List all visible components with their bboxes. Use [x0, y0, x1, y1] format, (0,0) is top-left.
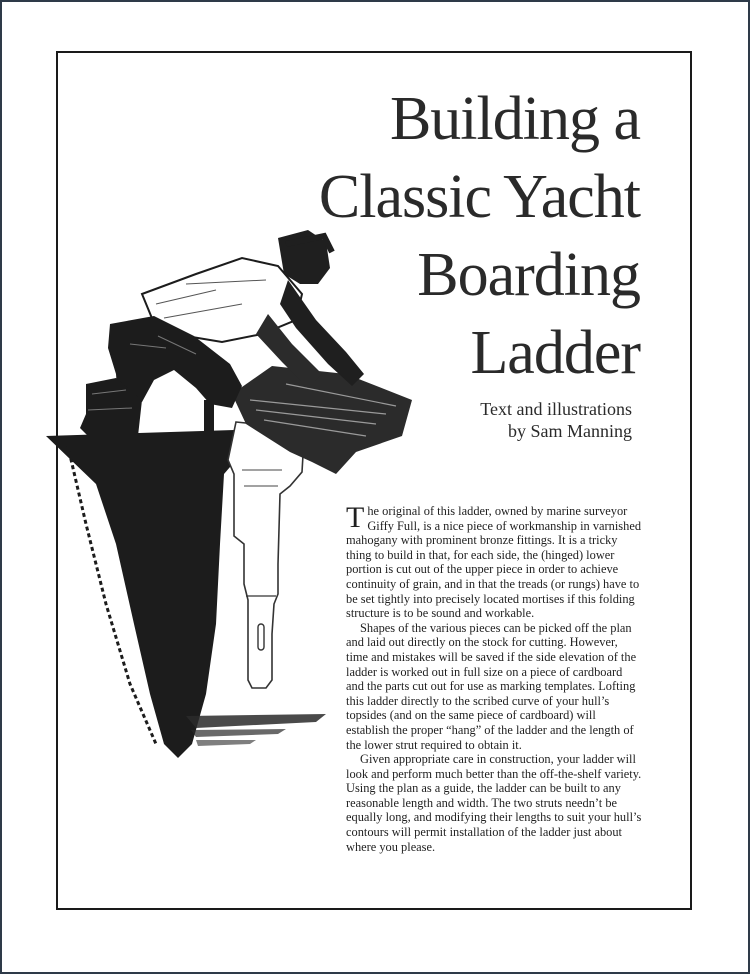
title-line-1: Building a	[389, 85, 640, 153]
byline-line-2: by Sam Manning	[508, 421, 632, 441]
paragraph-1-text: he original of this ladder, owned by marine surveyor Giffy Full, is a nice piece of workmanship in varnished mahogany with prominent bronze fittings. It is a tricky thing to build in that, for each side, the (hinged) lower portion is cut out of the upper piece in order to achieve continuity of grain, and in that the treads (or rungs) have to be set tightly into precisely located mortises if this folding structure is to be sound and workable.	[346, 504, 642, 621]
article-body	[346, 501, 642, 854]
title-line-2: Classic Yacht	[318, 163, 640, 231]
drop-cap: T	[346, 501, 365, 534]
title-line-4: Ladder	[470, 319, 640, 387]
paragraph-3: Given appropriate care in construction, your ladder will look and perform much better than the off-the-shelf variety. Using the plan as a guide, the ladder can be built to any reasonable length and width. The two struts needn’t be equally long, and modifying their lengths to suit your hull’s contours will permit installation of the ladder just about where you please.	[346, 752, 642, 854]
title-line-3: Boarding	[417, 241, 640, 309]
article-byline	[480, 398, 632, 442]
paragraph-2: Shapes of the various pieces can be picked off the plan and laid out directly on the stock for cutting. However, time and mistakes will be saved if the side elevation of the ladder is worked out in full size on a piece of cardboard and the parts cut out for use as marking templates. Lofting this ladder directly to the scribed curve of your hull’s topsides (and on the same piece of cardboard) will establish the proper “hang” of the ladder and the length of the lower strut required to obtain it.	[346, 620, 637, 752]
water-reflection	[186, 714, 326, 728]
paragraph-1	[346, 501, 642, 621]
ladder-side	[228, 422, 304, 688]
byline-line-1: Text and illustrations	[480, 399, 632, 419]
ladder-hinge-post	[204, 400, 214, 440]
